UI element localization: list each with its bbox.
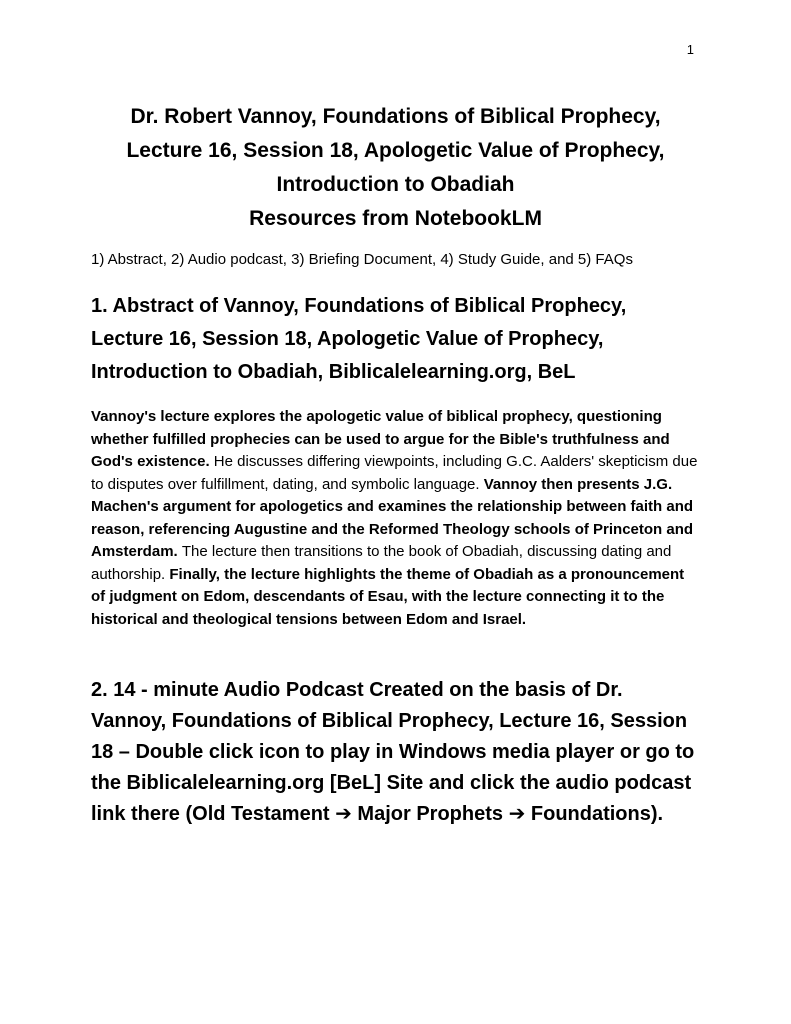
section2-heading: 2. 14 - minute Audio Podcast Created on the basis of Dr. Vannoy, Foundations of Biblical Prophecy, Lecture 16, Session 18 – Double click icon to play in Windows media player or go to the Biblicalelearning.org [BeL] Site and click the audio podcast link there (Old Testament ➔ Major Prophets ➔ Foundations).: [91, 679, 695, 825]
document-title: [91, 100, 700, 236]
abstract-segment: Vannoy then presents J.G. Machen's argument for apologetics and examines the relationship between faith and reason, referencing Augustine and the Reformed Theology schools of Princeton and Amsterdam.: [91, 475, 694, 560]
section1-heading: 1. Abstract of Vannoy, Foundations of Biblical Prophecy, Lecture 16, Session 18, Apologetic Value of Prophecy, Introduction to Obadiah, Biblicalelearning.org, BeL: [91, 295, 627, 383]
page-number: 1: [686, 42, 694, 57]
title-line-1: Dr. Robert Vannoy, Foundations of Biblical Prophecy,: [130, 105, 661, 128]
abstract-paragraph: [91, 406, 700, 631]
resources-list-line: 1) Abstract, 2) Audio podcast, 3) Briefing Document, 4) Study Guide, and 5) FAQs: [91, 251, 633, 268]
title-line-2: Lecture 16, Session 18, Apologetic Value of Prophecy,: [126, 139, 665, 162]
title-line-3: Introduction to Obadiah: [276, 173, 515, 196]
abstract-segment: Vannoy's lecture explores the apologetic value of biblical prophecy, questioning whether fulfilled prophecies can be used to argue for the Bible's truthfulness and God's existence.: [91, 408, 670, 470]
abstract-segment: He discusses differing viewpoints, including G.C. Aalders' skepticism due to disputes over fulfillment, dating, and symbolic language.: [91, 453, 698, 493]
abstract-segment: The lecture then transitions to the book of Obadiah, discussing dating and authorship.: [91, 543, 672, 583]
abstract-segment: Finally, the lecture highlights the theme of Obadiah as a pronouncement of judgment on Edom, descendants of Esau, with the lecture connecting it to the historical and theological tensions between Edom and Israel.: [91, 565, 685, 628]
title-line-4: Resources from NotebookLM: [249, 207, 542, 230]
